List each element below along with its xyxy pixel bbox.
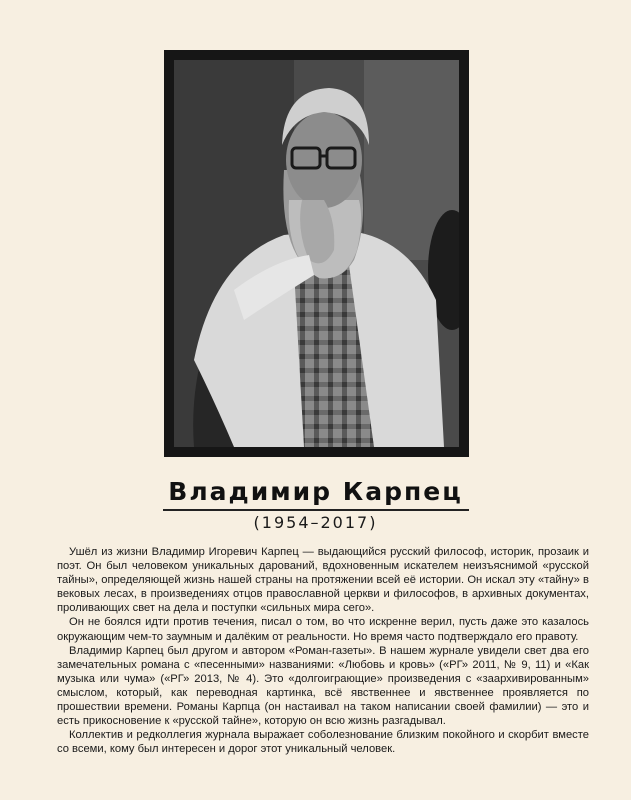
paragraph: Владимир Карпец был другом и автором «Роман-газеты». В нашем журнале увидели свет два его замечательных романа с «песенными» названиями: «Любовь и кровь» («РГ» 2011, № 9, 11) и «Как музыка или чума» («РГ» 2013, № 4). Это «долгоиграющие» произведения с «заархивированным» смыслом, который, как переводная картинка, всё явственнее и явственнее проявляется по прошествии времени. Романы Карпца (он настаивал на таком написании своей фамилии) — это и есть прикосновение к «русской тайне», которую он всю жизнь разгадывал. [57,644,589,728]
person-name: Владимир Карпец [168,477,463,506]
name-underline [163,509,469,511]
photo-frame [164,50,469,457]
paragraph: Он не боялся идти против течения, писал о том, во что искренне верил, пусть даже это казалось окружающим чем-то заумным и далёким от реальности. Но время часто подтверждало его правоту. [57,616,589,643]
obituary-text [57,545,589,756]
life-years: (1954–2017) [253,513,378,532]
portrait-photo [174,60,459,447]
portrait-illustration [174,60,459,447]
paragraph: Коллектив и редколлегия журнала выражает соболезнование близким покойного и скорбит вместе со всеми, кому был интересен и дорог этот уникальный человек. [57,729,589,756]
paragraph: Ушёл из жизни Владимир Игоревич Карпец — выдающийся русский философ, историк, прозаик и поэт. Он был человеком уникальных дарований, вдохновенным искателем неизъяснимой «русской тайны», определяющей жизнь нашей страны на протяжении всей её истории. Он искал эту «тайну» в вековых лесах, в произведениях отцов православной церкви и философов, в архивных документах, проливающих свет на дела и поступки «сильных мира сего». [57,546,589,615]
